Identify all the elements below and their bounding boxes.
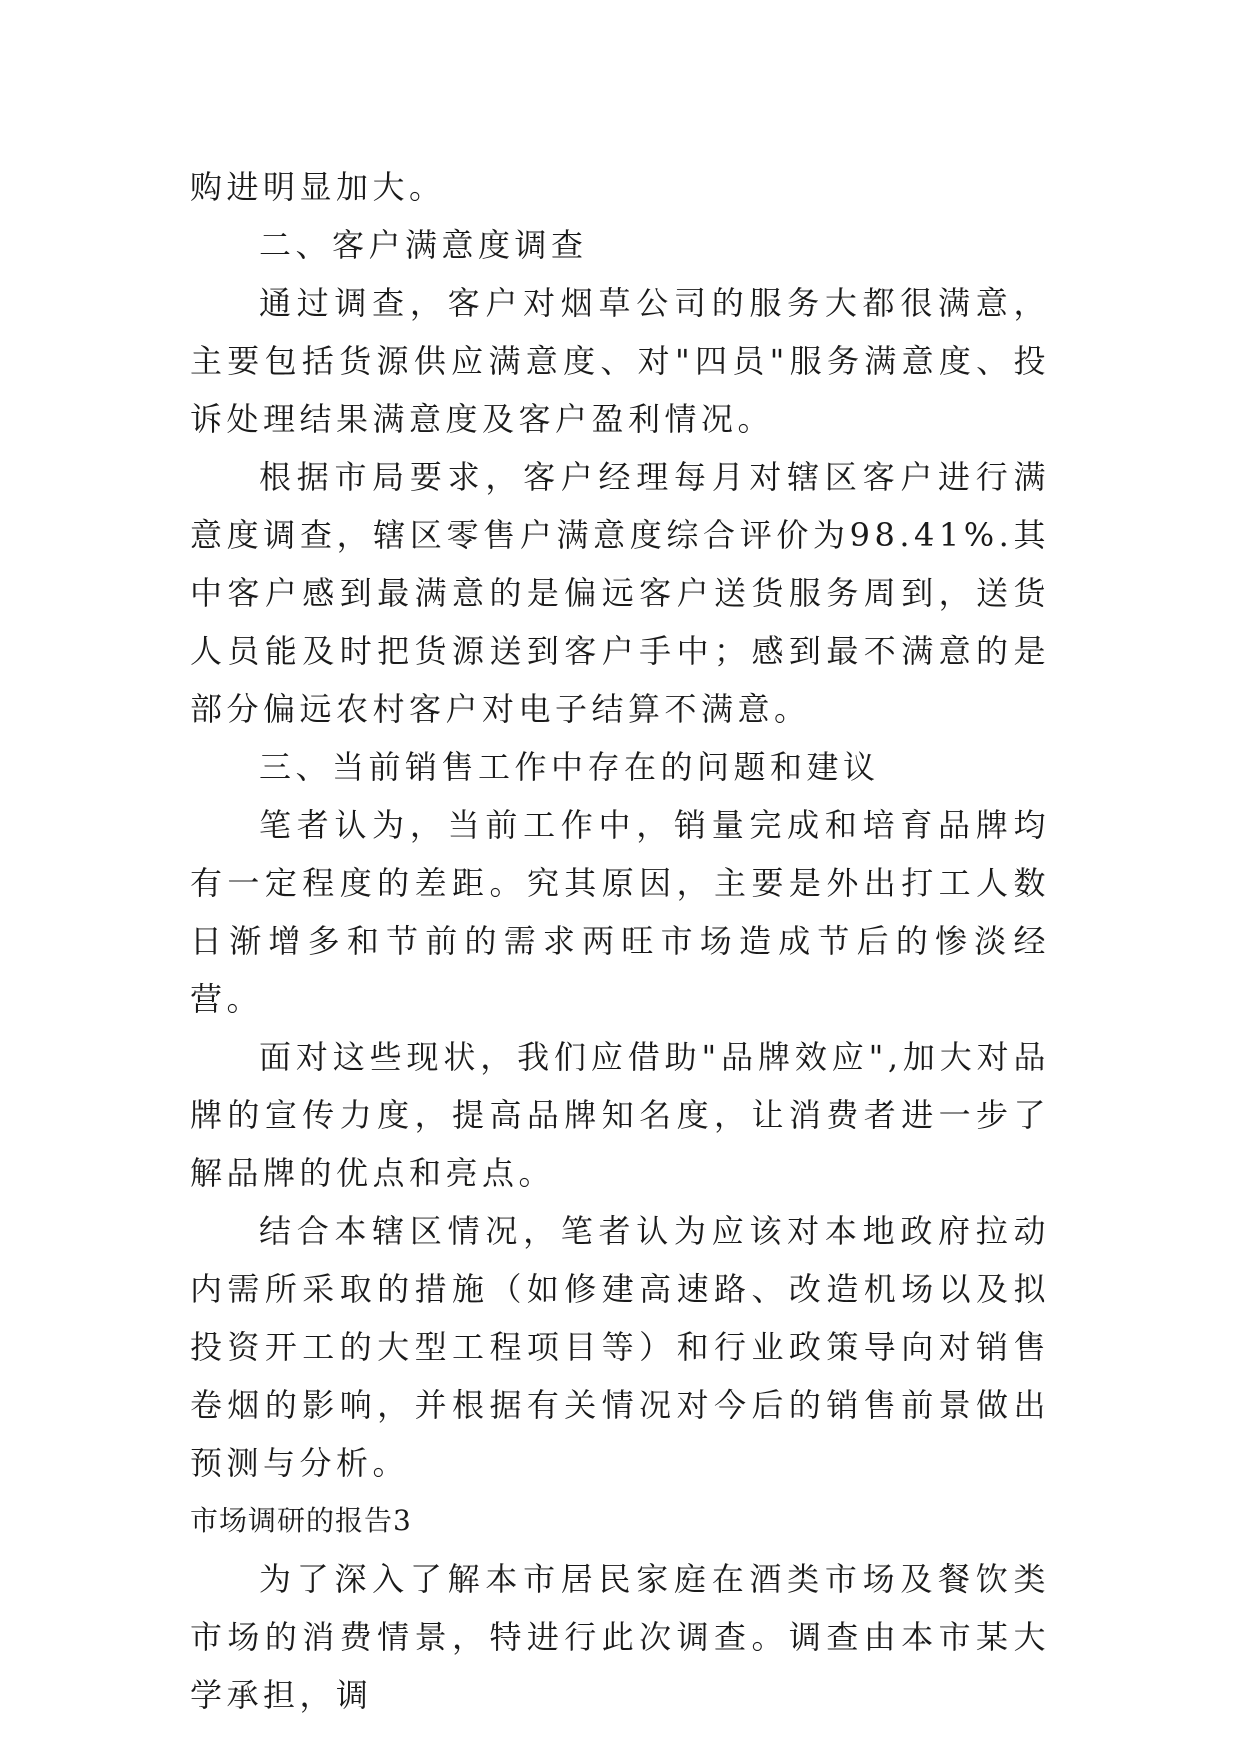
paragraph-problems: 笔者认为，当前工作中，销量完成和培育品牌均有一定程度的差距。究其原因，主要是外出打工人数日渐增多和节前的需求两旺市场造成节后的惨淡经营。: [190, 806, 1050, 1018]
report-title: 市场调研的报告3: [190, 1504, 412, 1537]
paragraph-satisfaction-survey: 根据市局要求，客户经理每月对辖区客户进行满意度调查，辖区零售户满意度综合评价为98.41%.其中客户感到最满意的是偏远客户送货服务周到，送货人员能及时把货源送到客户手中；感到最不满意的是部分偏远农村客户对电子结算不满意。: [190, 458, 1050, 728]
paragraph-local-policy: 结合本辖区情况，笔者认为应该对本地政府拉动内需所采取的措施（如修建高速路、改造机场以及拟投资开工的大型工程项目等）和行业政策导向对销售卷烟的影响，并根据有关情况对今后的销售前景做出预测与分析。: [190, 1212, 1050, 1482]
paragraph-brand-effect: 面对这些现状，我们应借助"品牌效应",加大对品牌的宣传力度，提高品牌知名度，让消费者进一步了解品牌的优点和亮点。: [190, 1038, 1050, 1192]
section-heading-customer-satisfaction: 二、客户满意度调查: [259, 226, 588, 264]
paragraph-report-intro: 为了深入了解本市居民家庭在酒类市场及餐饮类市场的消费情景，特进行此次调查。调查由本市某大学承担，调: [190, 1560, 1050, 1714]
document-body: [190, 158, 1050, 1724]
paragraph-satisfaction-overview: 通过调查，客户对烟草公司的服务大都很满意，主要包括货源供应满意度、对"四员"服务满意度、投诉处理结果满意度及客户盈利情况。: [190, 284, 1050, 438]
paragraph-continuation: 购进明显加大。: [190, 168, 446, 206]
section-heading-problems-suggestions: 三、当前销售工作中存在的问题和建议: [259, 748, 880, 786]
